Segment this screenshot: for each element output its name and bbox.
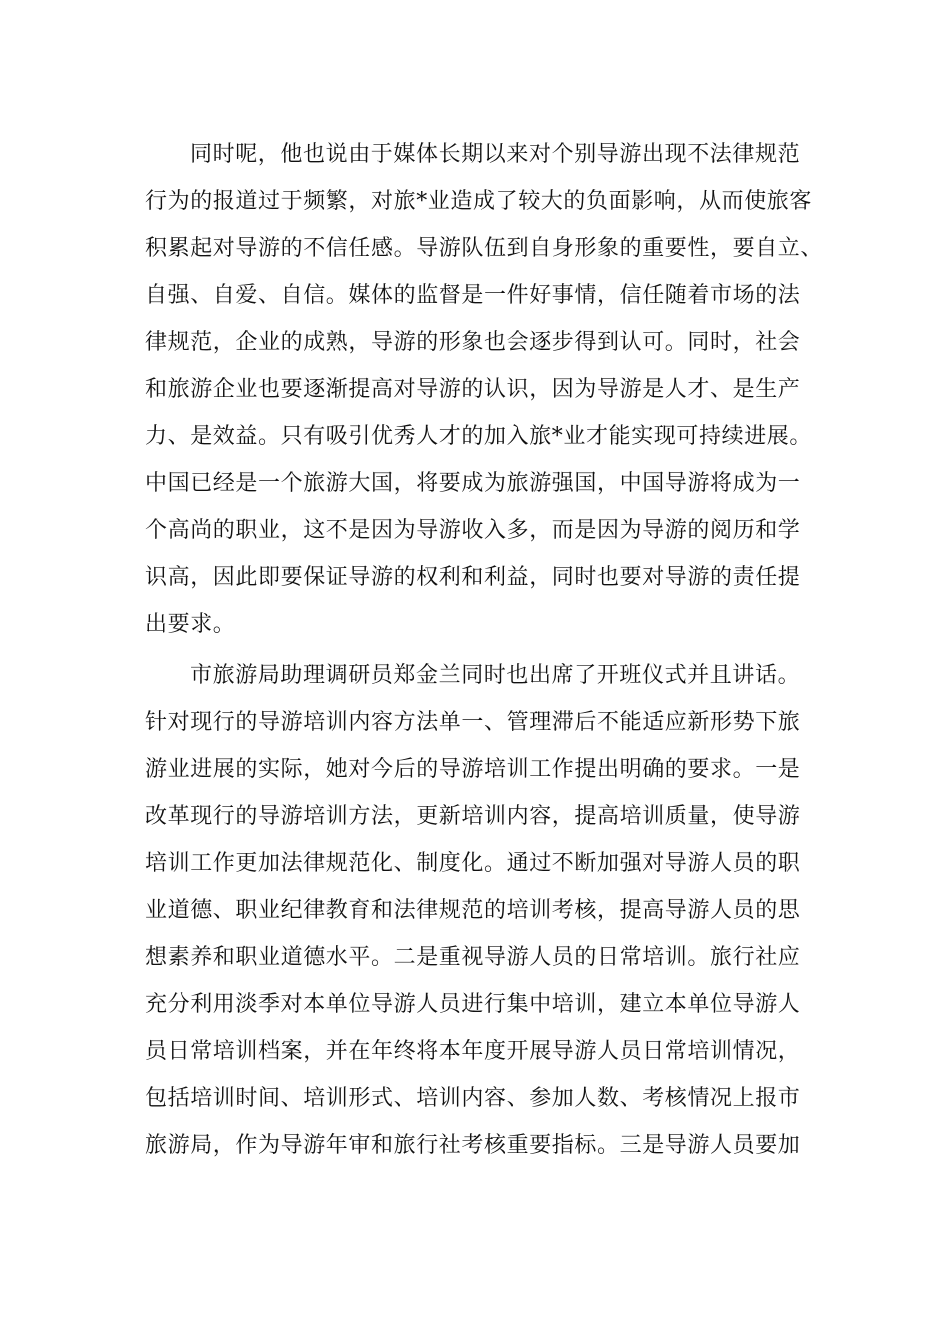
text-line: 旅游局，作为导游年审和旅行社考核重要指标。三是导游人员要加 (145, 1133, 801, 1158)
text-line: 出要求。 (145, 612, 236, 637)
text-line: 想素养和职业道德水平。二是重视导游人员的日常培训。旅行社应 (145, 945, 801, 970)
text-line: 力、是效益。只有吸引优秀人才的加入旅*业才能实现可持续进展。 (145, 424, 813, 449)
text-line: 业道德、职业纪律教育和法律规范的培训考核，提高导游人员的思 (145, 898, 801, 923)
text-line: 积累起对导游的不信任感。导游队伍到自身形象的重要性，要自立、 (145, 236, 824, 261)
text-line: 识高，因此即要保证导游的权利和利益，同时也要对导游的责任提 (145, 565, 801, 590)
text-line: 行为的报道过于频繁，对旅*业造成了较大的负面影响，从而使旅客 (145, 189, 813, 214)
text-line: 改革现行的导游培训方法，更新培训内容，提高培训质量，使导游 (145, 804, 801, 829)
text-line: 同时呢，他也说由于媒体长期以来对个别导游出现不法律规范 (190, 142, 801, 167)
text-line: 自强、自爱、自信。媒体的监督是一件好事情，信任随着市场的法 (145, 283, 801, 308)
text-line: 培训工作更加法律规范化、制度化。通过不断加强对导游人员的职 (145, 851, 801, 876)
text-line: 个高尚的职业，这不是因为导游收入多，而是因为导游的阅历和学 (145, 518, 801, 543)
text-line: 游业进展的实际，她对今后的导游培训工作提出明确的要求。一是 (145, 757, 801, 782)
text-line: 律规范，企业的成熟，导游的形象也会逐步得到认可。同时，社会 (145, 330, 801, 355)
text-line: 市旅游局助理调研员郑金兰同时也出席了开班仪式并且讲话。 (190, 663, 801, 688)
text-line: 员日常培训档案，并在年终将本年度开展导游人员日常培训情况， (145, 1039, 801, 1064)
text-line: 包括培训时间、培训形式、培训内容、参加人数、考核情况上报市 (145, 1086, 801, 1111)
text-line: 针对现行的导游培训内容方法单一、管理滞后不能适应新形势下旅 (145, 710, 801, 735)
text-line: 和旅游企业也要逐渐提高对导游的认识，因为导游是人才、是生产 (145, 377, 801, 402)
text-line: 充分利用淡季对本单位导游人员进行集中培训，建立本单位导游人 (145, 992, 801, 1017)
text-line: 中国已经是一个旅游大国，将要成为旅游强国，中国导游将成为一 (145, 471, 801, 496)
